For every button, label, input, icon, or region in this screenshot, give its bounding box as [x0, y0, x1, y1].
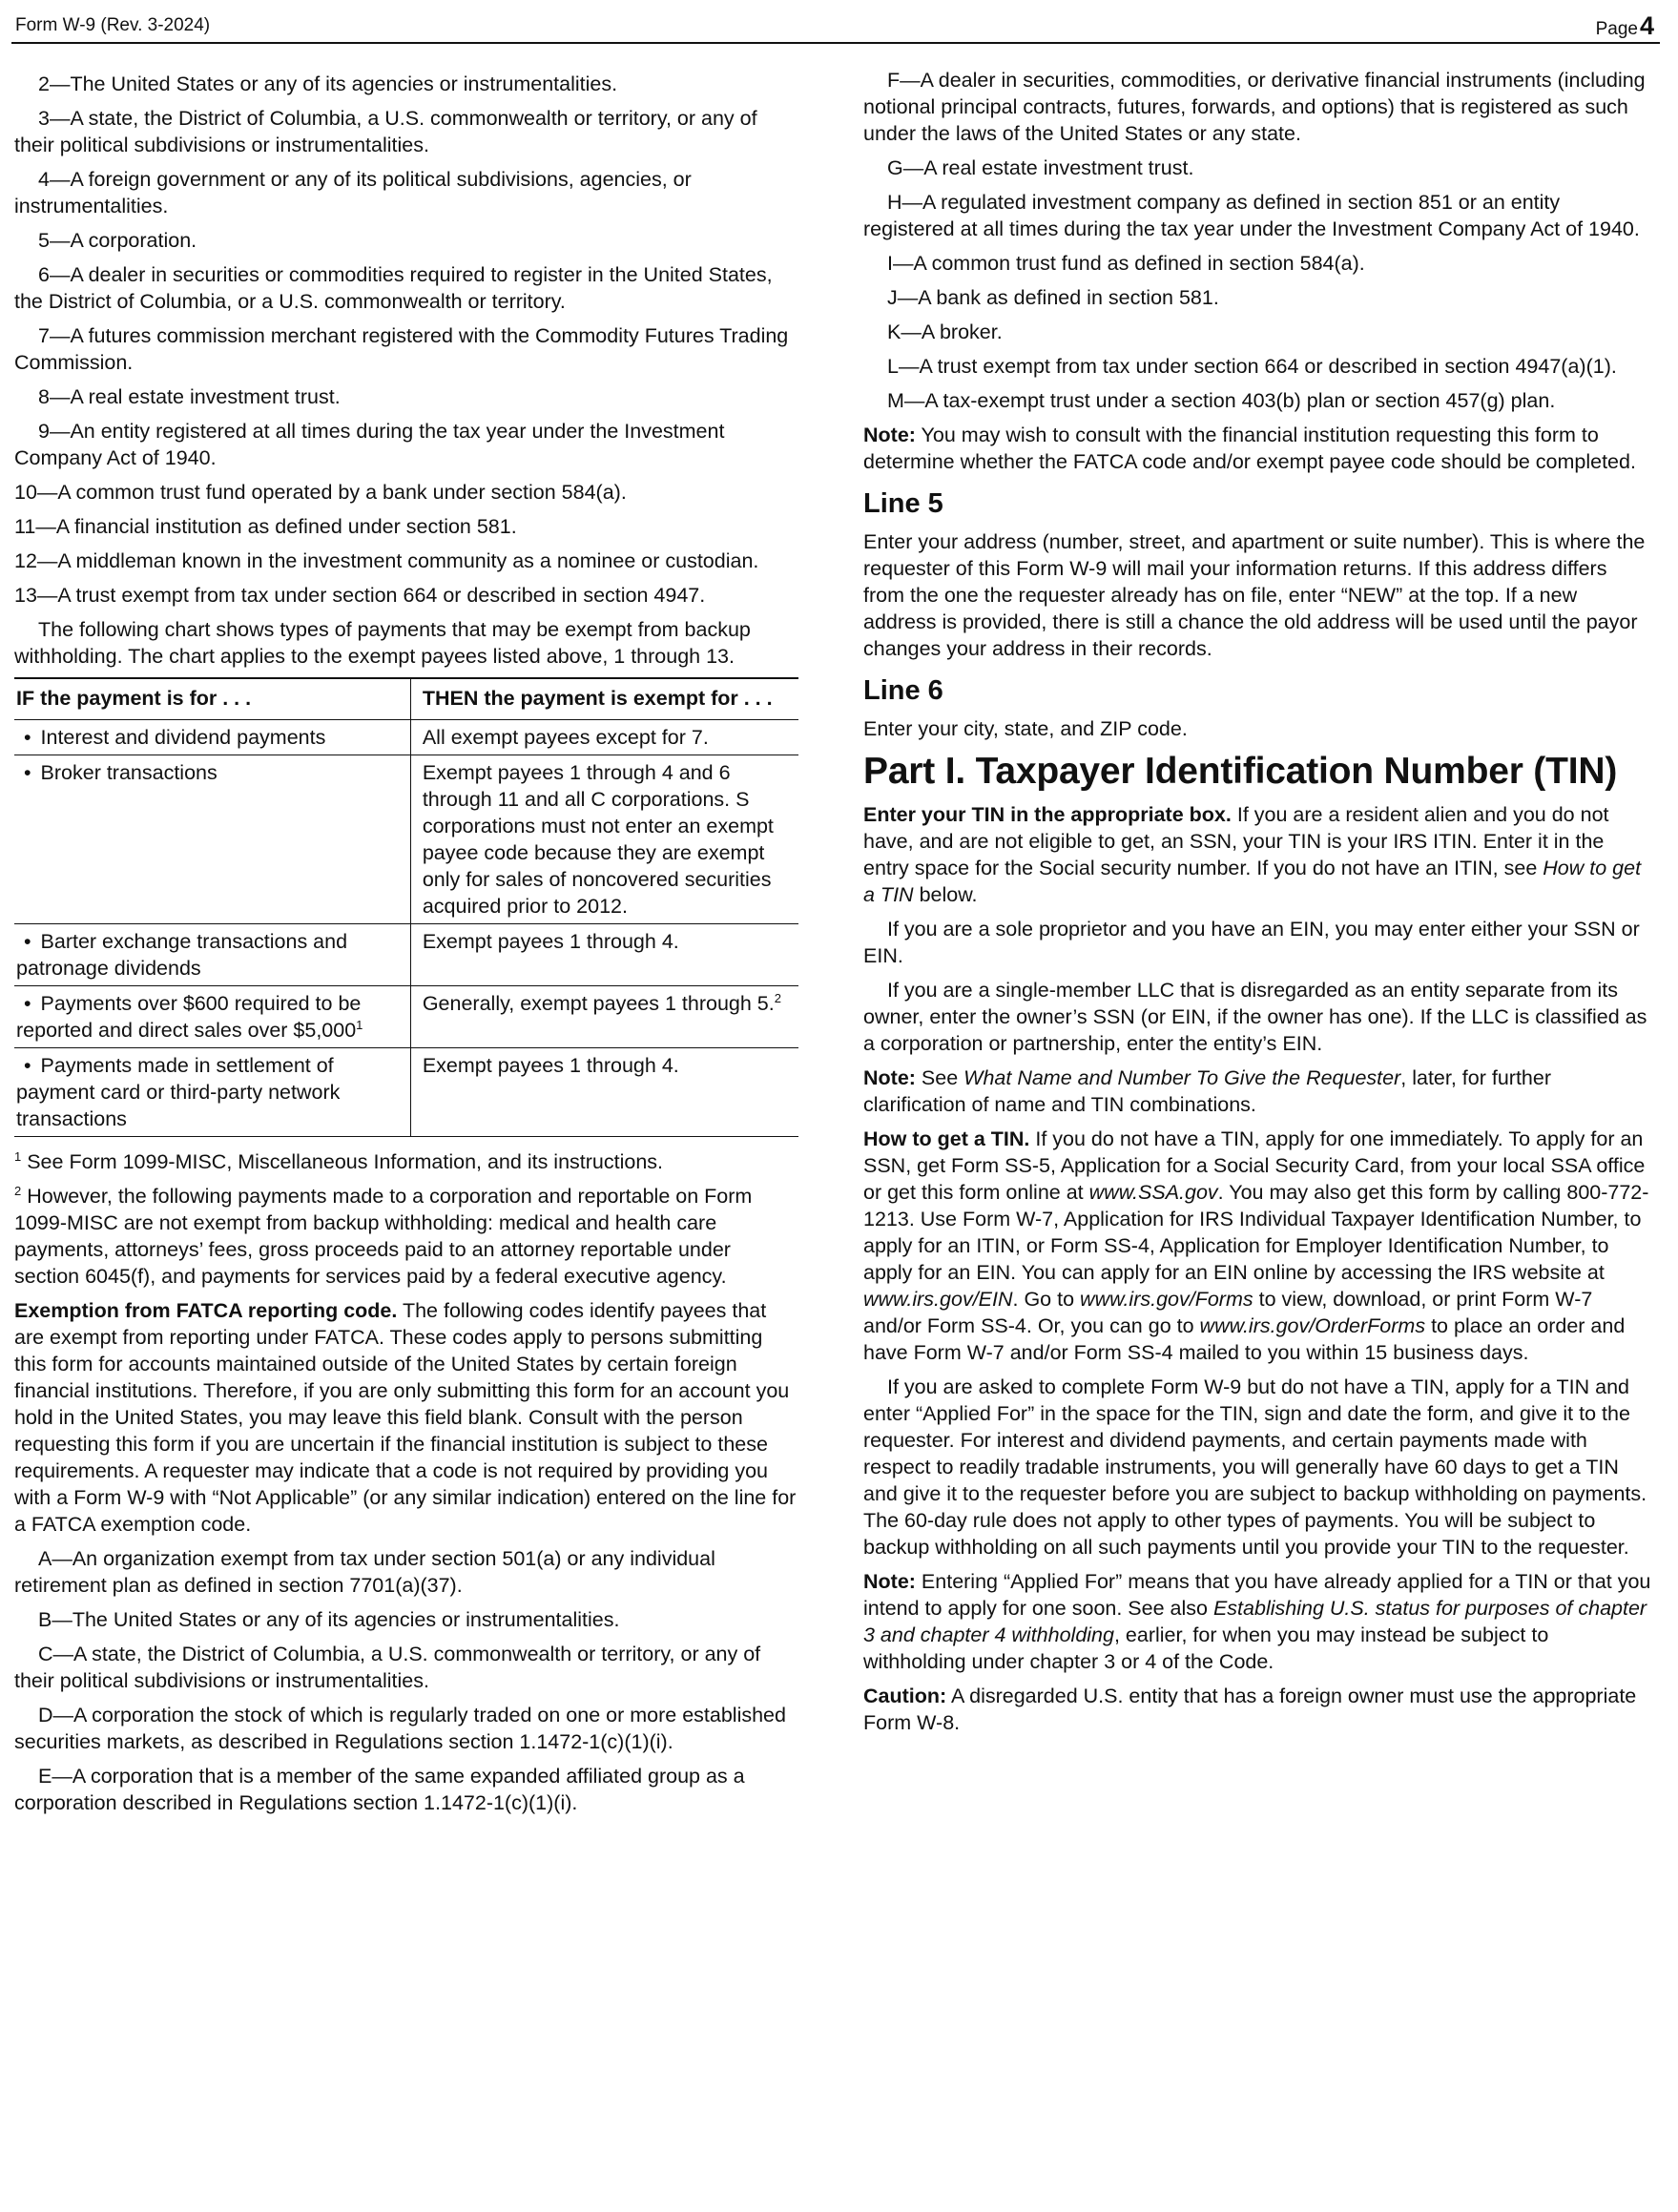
irs-orderforms-link[interactable]: www.irs.gov/OrderForms: [1199, 1314, 1426, 1337]
table-row: [14, 755, 798, 924]
payee-item: 3—A state, the District of Columbia, a U.S. commonwealth or territory, or any of their political subdivisions or instrumentalities.: [14, 107, 757, 156]
note-paragraph: Note: Entering “Applied For” means that you have already applied for a TIN or that you intend to apply for one soon. See also Establishing U.S. status for purposes of chapter 3 and chapter 4 withholding, earlier, for when you may instead be subject to withholding under chapter 3 or 4 of the Code.: [863, 1570, 1651, 1673]
left-column: [14, 71, 798, 1824]
fatca-paragraph: Exemption from FATCA reporting code. The following codes identify payees that are exempt from reporting under FATCA. These codes apply to persons submitting this form for accounts maintained outside of the United States by certain foreign financial institutions. Therefore, if you are only submitting this form for an account you hold in the United States, you may leave this field blank. Consult with the person requesting this form if you are uncertain if the financial institution is subject to these requirements. A requester may indicate that a code is not required by providing you with a Form W-9 with “Not Applicable” (or any similar indication) entered on the line for a FATCA exemption code.: [14, 1299, 797, 1536]
note-paragraph: Note: See What Name and Number To Give the Requester, later, for further clarification of name and TIN combinations.: [863, 1066, 1551, 1116]
table-row: [14, 1048, 798, 1137]
llc-paragraph: If you are a single-member LLC that is disregarded as an entity separate from its owner, enter the owner’s SSN (or EIN, if the owner has one). If the LLC is classified as a corporation or partnership, enter the entity’s EIN.: [863, 979, 1647, 1055]
table-cell: Exempt payees 1 through 4 and 6 through 11 and all C corporations. S corporations must not enter an exempt payee code because they are exempt only for sales of noncovered securities acquired prior to 2012.: [410, 755, 798, 924]
part1-heading: Part I. Taxpayer Identification Number (TIN): [863, 751, 1618, 792]
payee-item: 5—A corporation.: [38, 229, 197, 252]
caution-paragraph: Caution: A disregarded U.S. entity that has a foreign owner must use the appropriate Form W-8.: [863, 1685, 1637, 1734]
line5-text: Enter your address (number, street, and apartment or suite number). This is where the requester of this Form W-9 will mail your information returns. If this address differs from the one the requester already has on file, enter “NEW” at the top. If a new address is provided, there is still a chance the old address will be used until the payor changes your address in their records.: [863, 530, 1646, 660]
fatca-code: B—The United States or any of its agencies or instrumentalities.: [38, 1608, 620, 1631]
table-header-cell: THEN the payment is exempt for . . .: [410, 678, 798, 720]
fatca-code: E—A corporation that is a member of the same expanded affiliated group as a corporation described in Regulations section 1.1472-1(c)(1)(i).: [14, 1765, 745, 1814]
ssa-link[interactable]: www.SSA.gov: [1088, 1181, 1218, 1204]
line6-heading: Line 6: [863, 675, 943, 706]
fatca-code: H—A regulated investment company as defined in section 851 or an entity registered at all times during the tax year under the Investment Company Act of 1940.: [863, 191, 1640, 240]
fatca-code: M—A tax-exempt trust under a section 403(b) plan or section 457(g) plan.: [887, 389, 1556, 412]
fatca-code: F—A dealer in securities, commodities, or derivative financial instruments (including notional principal contracts, futures, forwards, and options) that is registered as such under the laws of the United States or any state.: [863, 69, 1646, 145]
how-to-get-tin-paragraph: How to get a TIN. If you do not have a TIN, apply for one immediately. To apply for an SSN, get Form SS-5, Application for a Social Security Card, from your local SSA office or get this form online at www.SSA.gov. You may also get this form by calling 800-772-1213. Use Form W-7, Application for IRS Individual Taxpayer Identification Number, to apply for an ITIN, or Form SS-4, Application for Employer Identification Number, to apply for an EIN. You can apply for an EIN online by accessing the IRS website at www.irs.gov/EIN. Go to www.irs.gov/Forms to view, download, or print Form W-7 and/or Form SS-4. Or, you can go to www.irs.gov/OrderForms to place an order and have Form W-7 and/or Form SS-4 mailed to you within 15 business days.: [863, 1127, 1649, 1364]
page-header: [11, 10, 1660, 44]
payee-item: 7—A futures commission merchant registered with the Commodity Futures Trading Commission.: [14, 324, 789, 374]
chart-intro: The following chart shows types of payments that may be exempt from backup withholding. The chart applies to the exempt payees listed above, 1 through 13.: [14, 618, 751, 668]
payee-item: 13—A trust exempt from tax under section 664 or described in section 4947.: [14, 584, 706, 607]
table-cell: • Payments over $600 required to be reported and direct sales over $5,000$^1$: [14, 986, 410, 1048]
fatca-code: C—A state, the District of Columbia, a U.S. commonwealth or territory, or any of their political subdivisions or instrumentalities.: [14, 1643, 761, 1692]
sole-proprietor-paragraph: If you are a sole proprietor and you have an EIN, you may enter either your SSN or EIN.: [863, 918, 1640, 967]
irs-ein-link[interactable]: www.irs.gov/EIN: [863, 1288, 1013, 1311]
footnote-1: $^1$ See Form 1099-MISC, Miscellaneous Information, and its instructions.: [14, 1148, 664, 1173]
irs-forms-link[interactable]: www.irs.gov/Forms: [1080, 1288, 1253, 1311]
fatca-code: I—A common trust fund as defined in section 584(a).: [887, 252, 1365, 275]
table-row: [14, 720, 798, 755]
form-id: Form W-9 (Rev. 3-2024): [15, 15, 211, 35]
payee-item: 11—A financial institution as defined under section 581.: [14, 515, 517, 538]
table-header-row: [14, 678, 798, 720]
payee-item: 9—An entity registered at all times during the tax year under the Investment Company Act of 1940.: [14, 420, 725, 469]
fatca-code: A—An organization exempt from tax under section 501(a) or any individual retirement plan as defined in section 7701(a)(37).: [14, 1547, 715, 1597]
table-row: [14, 986, 798, 1048]
fatca-code: J—A bank as defined in section 581.: [887, 286, 1219, 309]
exempt-payments-table: [14, 677, 798, 1137]
fatca-code: D—A corporation the stock of which is regularly traded on one or more established securities markets, as described in Regulations section 1.1472-1(c)(1)(i).: [14, 1704, 786, 1753]
payee-item: 6—A dealer in securities or commodities required to register in the United States, the District of Columbia, or a U.S. commonwealth or territory.: [14, 263, 773, 313]
tin-paragraph: Enter your TIN in the appropriate box. If you are a resident alien and you do not have, and are not eligible to get, an SSN, your TIN is your IRS ITIN. Enter it in the entry space for the Social security number. If you do not have an ITIN, see How to get a TIN below.: [863, 803, 1642, 906]
applied-for-paragraph: If you are asked to complete Form W-9 but do not have a TIN, apply for a TIN and enter “Applied For” in the space for the TIN, sign and date the form, and give it to the requester. For interest and dividend payments, and certain payments made with respect to readily tradable instruments, you will generally have 60 days to get a TIN and give it to the requester before you are subject to backup withholding on payments. The 60-day rule does not apply to other types of payments. You will be subject to backup withholding on all such payments until you provide your TIN to the requester.: [863, 1375, 1647, 1559]
fatca-heading: Exemption from FATCA reporting code.: [14, 1299, 398, 1322]
payee-item: 4—A foreign government or any of its political subdivisions, agencies, or instrumentalities.: [14, 168, 692, 217]
page-number: Page4: [1595, 11, 1654, 40]
footnote-ref: 2: [774, 990, 781, 1005]
right-column: [863, 67, 1653, 1744]
payee-item: 2—The United States or any of its agencies or instrumentalities.: [38, 72, 618, 95]
fatca-code: L—A trust exempt from tax under section 664 or described in section 4947(a)(1).: [887, 355, 1617, 378]
table-row: [14, 924, 798, 986]
table-cell: All exempt payees except for 7.: [410, 720, 798, 755]
table-cell: Exempt payees 1 through 4.: [410, 1048, 798, 1137]
table-cell: • Payments made in settlement of payment card or third-party network transactions: [14, 1048, 410, 1137]
fatca-code: K—A broker.: [887, 320, 1003, 343]
payee-item: 12—A middleman known in the investment community as a nominee or custodian.: [14, 549, 759, 572]
table-cell: Generally, exempt payees 1 through 5.$^2$: [410, 986, 798, 1048]
table-cell: • Barter exchange transactions and patronage dividends: [14, 924, 410, 986]
table-cell: • Interest and dividend payments: [14, 720, 410, 755]
table-cell: • Broker transactions: [14, 755, 410, 924]
table-cell: Exempt payees 1 through 4.: [410, 924, 798, 986]
footnote-2: $^2$ However, the following payments made to a corporation and reportable on Form 1099-MISC are not exempt from backup withholding: medical and health care payments, attorneys’ fees, gross proceeds paid to an attorney reportable under section 6045(f), and payments for services paid by a federal executive agency.: [14, 1183, 753, 1288]
payee-item: 10—A common trust fund operated by a bank under section 584(a).: [14, 481, 627, 504]
fatca-code: G—A real estate investment trust.: [887, 156, 1194, 179]
line6-text: Enter your city, state, and ZIP code.: [863, 717, 1188, 740]
payee-item: 8—A real estate investment trust.: [38, 385, 341, 408]
table-header-cell: IF the payment is for . . .: [14, 678, 410, 720]
line5-heading: Line 5: [863, 488, 943, 519]
footnote-ref: 1: [356, 1017, 363, 1032]
note-paragraph: Note: You may wish to consult with the financial institution requesting this form to determine whether the FATCA code and/or exempt payee code should be completed.: [863, 424, 1636, 473]
